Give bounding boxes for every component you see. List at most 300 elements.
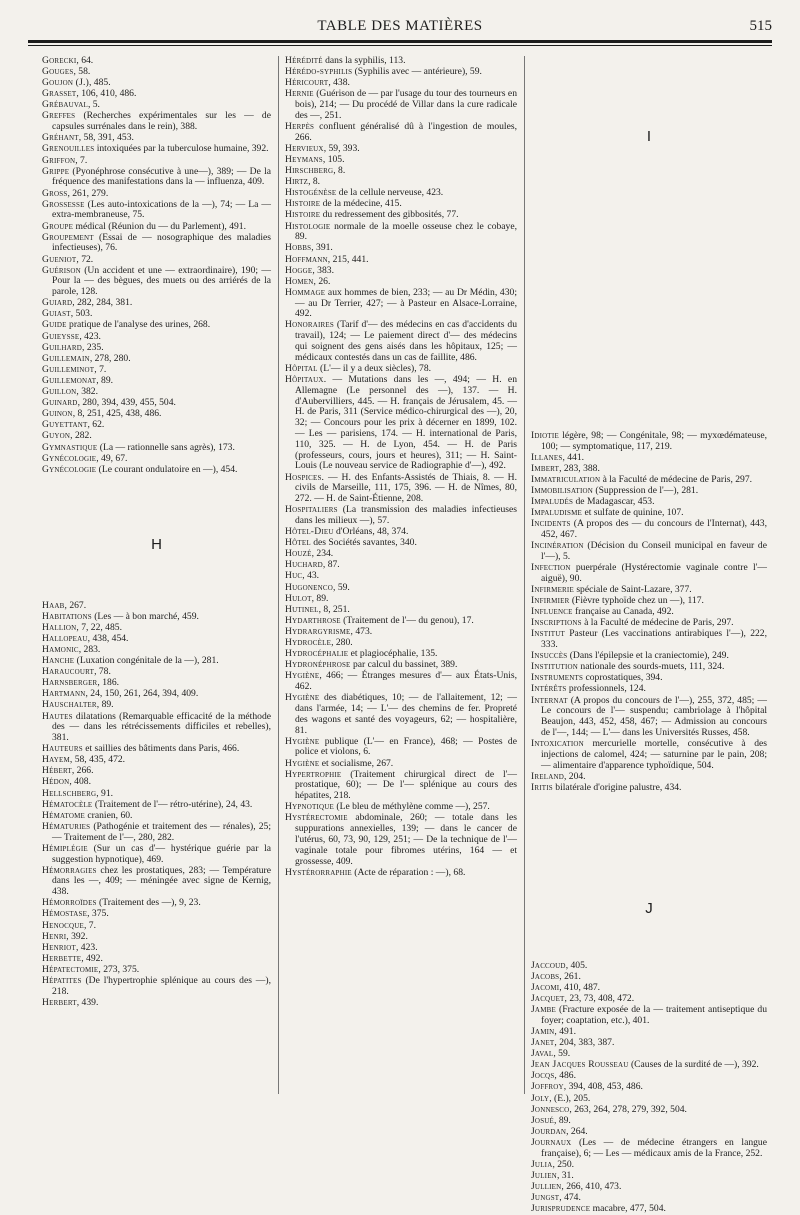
entry-references: , 283. xyxy=(78,643,101,655)
entry-headword: Groupement xyxy=(42,231,94,243)
entry-headword: Gross xyxy=(42,187,68,199)
entry-references: bilatérale d'origine palustre, 434. xyxy=(552,781,682,793)
entry-references: d'Orléans, 48, 374. xyxy=(333,526,409,538)
entry-references: , 8. xyxy=(333,165,346,177)
entry-headword: Hugonenco xyxy=(285,581,334,593)
page-header xyxy=(28,14,772,40)
entry-headword: Joly xyxy=(531,1092,550,1104)
entry-headword: Guillon xyxy=(42,386,77,398)
entry-headword: Jourdan xyxy=(531,1125,567,1137)
index-entry xyxy=(285,122,517,144)
entry-headword: Jungst xyxy=(531,1192,560,1204)
index-entry xyxy=(42,233,271,255)
column-separator-1 xyxy=(278,56,279,1094)
entry-references: (Traitement de l'— rétro-utérine), 24, 43. xyxy=(92,798,253,810)
entry-headword: Herpès xyxy=(285,120,315,132)
entry-headword: Hygiène xyxy=(285,692,320,704)
entry-headword: Javal xyxy=(531,1048,554,1060)
entry-references: , 204, 383, 387. xyxy=(554,1037,615,1049)
entry-headword: Hôpital xyxy=(285,362,318,374)
entry-references: , 282, 284, 381. xyxy=(72,297,133,309)
entry-headword: Guillemonat xyxy=(42,374,97,386)
entry-headword: Hoffmann xyxy=(285,253,328,265)
entry-references: , 492. xyxy=(81,952,103,964)
entry-references: , 503. xyxy=(70,308,93,320)
entry-headword: Hydrocéphalie xyxy=(285,648,349,660)
entry-references: , 261, 279. xyxy=(67,187,109,199)
entry-references: , 383. xyxy=(312,264,334,276)
entries-i xyxy=(531,431,767,794)
entry-headword: Infection xyxy=(531,562,571,574)
entry-references: (Fracture exposée de la — traitement antiseptique du foyer; coaptation, etc.), 401. xyxy=(541,1004,767,1026)
entry-headword: Gréhant xyxy=(42,132,79,144)
entry-references: (Syphilis avec — antérieure), 59. xyxy=(352,66,482,78)
entry-headword: Groupe xyxy=(42,220,74,232)
entry-references: (Tarif d'— des médecins en cas d'accidents du travail), 124; — Le paiement direct d'— des médecins qui soignent des gens aisés dans les hôpitaux, 125; — médicaux contestés dans un cas de faillite, 486. xyxy=(295,319,517,363)
entry-references: , 423. xyxy=(79,330,101,342)
index-entry xyxy=(531,739,767,771)
entry-headword: Henriot xyxy=(42,941,76,953)
entry-headword: Guinon xyxy=(42,408,73,420)
entry-headword: Guiast xyxy=(42,308,71,320)
entry-headword: Histologie xyxy=(285,220,331,232)
entry-headword: Hypnotique xyxy=(285,801,334,813)
entry-references: , 273, 375. xyxy=(98,963,140,975)
entry-references: , 64. xyxy=(76,55,94,66)
entry-headword: Grébauval xyxy=(42,99,88,111)
entry-headword: Impaludisme xyxy=(531,507,583,519)
entry-headword: Internat xyxy=(531,694,568,706)
entry-references: professionnels, 124. xyxy=(566,683,646,695)
entry-headword: Hogge xyxy=(285,264,313,276)
index-entry xyxy=(42,200,271,222)
entry-references: confluent généralisé dû à l'ingestion de moules, 266. xyxy=(295,120,517,143)
index-entry xyxy=(531,696,767,739)
entries-h-continued xyxy=(285,56,517,879)
index-entry xyxy=(285,288,517,320)
entry-headword: Hérédo-syphilis xyxy=(285,66,353,78)
entry-headword: Hellschberg xyxy=(42,787,97,799)
entry-headword: Hématocèle xyxy=(42,798,93,810)
entry-references: par calcul du bassinet, 389. xyxy=(350,659,458,671)
entry-references: , 394, 408, 453, 486. xyxy=(563,1081,643,1093)
index-entry xyxy=(42,822,271,844)
entry-references: , 283, 388. xyxy=(559,462,600,474)
index-entry xyxy=(42,111,271,133)
entry-headword: Hanche xyxy=(42,655,75,667)
entry-references: dans la syphilis, 113. xyxy=(322,55,406,66)
entry-references: puerpérale (Hystérectomie vaginale contre l'— aiguë), 90. xyxy=(541,562,767,584)
entry-references: , 91. xyxy=(96,787,114,799)
entry-headword: Hépatites xyxy=(42,974,82,986)
entry-headword: Hartmann xyxy=(42,688,86,700)
entry-headword: Jaccoud xyxy=(531,959,566,971)
entry-headword: Hauschalter xyxy=(42,699,97,711)
entry-references: (La — rationnelle sans agrès), 173. xyxy=(97,441,235,453)
entry-references: (Les — de médecine étrangers en langue française), 6; — Les — médicaux amis de la France, 252. xyxy=(541,1136,767,1159)
entry-headword: Immobilisation xyxy=(531,484,593,496)
entry-references: de Madagascar, 453. xyxy=(573,496,655,508)
entry-headword: Jamin xyxy=(531,1025,555,1037)
index-entry xyxy=(285,375,517,472)
entry-headword: Julia xyxy=(531,1158,553,1170)
entry-references: abdominale, 260; — totale dans les suppurations annexielles, 139; — dans le cancer de l'utérus, 60, 73, 90, 129, 251; — De la technique de l'— vaginale totale pour fibromes utérins, 164 — et grossesse, 409. xyxy=(295,812,517,867)
entry-headword: Histoire xyxy=(285,198,321,210)
entry-references: (Essai de — nosographique des maladies infectieuses), 76. xyxy=(52,231,271,254)
entry-references: dilatations (Remarquable efficacité de la méthode des — dans les rétrécissements difficiles et rebelles), 381. xyxy=(52,710,271,744)
entry-headword: Guillemain xyxy=(42,352,90,364)
entry-references: cranien, 60. xyxy=(85,809,133,821)
entry-references: pratique de l'analyse des urines, 268. xyxy=(66,319,211,331)
entry-headword: Harnsberger xyxy=(42,677,98,689)
header-rule-thin xyxy=(28,45,772,46)
index-entry xyxy=(285,473,517,505)
entry-references: spéciale de Saint-Lazare, 377. xyxy=(573,583,692,595)
entry-references: (Sur un cas d'— hystérique guérie par la suggestion hypnotique), 469. xyxy=(52,842,271,865)
entry-references: et sulfate de quinine, 107. xyxy=(582,507,684,519)
header-rule-thick xyxy=(28,40,772,43)
entry-references: publique (L'— en France), 468; — Postes de police et violons, 6. xyxy=(295,735,517,758)
entry-headword: Jean Jacques Rousseau xyxy=(531,1059,629,1071)
entry-headword: Haab xyxy=(42,599,65,611)
index-entry xyxy=(285,693,517,736)
entry-references: , 438. xyxy=(328,77,350,89)
entry-headword: Guilleminot xyxy=(42,363,95,375)
entry-headword: Hautes xyxy=(42,710,73,722)
entry-headword: Hygiène xyxy=(285,735,320,747)
entry-references: , 408. xyxy=(69,776,91,788)
entry-headword: Guilhard xyxy=(42,341,83,353)
entry-references: nationale des sourds-muets, 111, 324. xyxy=(578,661,725,673)
entry-references: , 266, 410, 473. xyxy=(561,1181,622,1192)
entry-headword: Hémorragies xyxy=(42,864,97,876)
entry-headword: Jambe xyxy=(531,1004,556,1016)
entry-headword: Henri xyxy=(42,930,67,942)
index-entry xyxy=(285,222,517,244)
entry-references: intoxiquées par la tuberculose humaine, 392. xyxy=(94,143,269,155)
index-entry xyxy=(42,465,271,476)
index-entry xyxy=(285,737,517,759)
entry-headword: Imbert xyxy=(531,462,560,474)
entry-headword: Impaludés xyxy=(531,496,574,508)
running-title: TABLE DES MATIÈRES xyxy=(317,18,483,34)
entry-headword: Huc xyxy=(285,570,303,582)
entry-references: (Pyonéphrose consécutive à une—), 389; — De la fréquence des manifestations dans la — influenza, 409. xyxy=(52,165,271,188)
entry-references: (La transmission des maladies infectieuses dans les milieux —), 57. xyxy=(295,504,517,526)
entry-headword: Gynécologie xyxy=(42,452,97,464)
entry-references: légère, 98; — Congénitale, 98; — myxœdémateuse, 100; — symptomatique, 117, 219. xyxy=(541,429,767,452)
index-entry xyxy=(285,505,517,527)
entry-headword: Huchard xyxy=(285,559,323,571)
entry-references: , 375. xyxy=(87,908,109,920)
entry-headword: Hamonic xyxy=(42,643,79,655)
entry-headword: Honoraires xyxy=(285,319,334,331)
index-column-1 xyxy=(42,56,271,1104)
entry-headword: Julien xyxy=(531,1169,557,1181)
entry-headword: Gymnastique xyxy=(42,441,98,453)
entry-references: , 235. xyxy=(82,341,104,353)
entry-headword: Heymans xyxy=(285,153,323,165)
entry-references: , 105. xyxy=(322,153,345,165)
section-letter-j: J xyxy=(645,899,653,917)
entry-headword: Infirmier xyxy=(531,595,570,607)
entry-references: , 59. xyxy=(333,581,350,593)
index-entry xyxy=(42,712,271,744)
entry-headword: Guieysse xyxy=(42,330,80,342)
entry-headword: Hérédité xyxy=(285,55,323,66)
entry-references: , 234. xyxy=(311,548,334,560)
index-entry xyxy=(42,167,271,189)
entry-references: , 89. xyxy=(311,592,329,604)
entry-headword: Intoxication xyxy=(531,738,584,750)
entry-references: , 7. xyxy=(83,919,96,931)
index-column-3 xyxy=(531,56,767,1215)
entry-references: de la médecine, 415. xyxy=(320,198,402,210)
section-spacer xyxy=(531,143,767,431)
section-letter-i: I xyxy=(646,128,652,145)
entry-references: (L'— il y a deux siècles), 78. xyxy=(317,362,432,374)
entry-headword: Hospitaliers xyxy=(285,504,338,516)
entry-references: , 59. xyxy=(553,1048,571,1060)
entry-references: . — H. des Enfants-Assistés de Thiais, 8. — H. civils de Marseille, 111, 175, 396. — H. de Nîmes, 80, 272. — H. de Saint-Étienne, 208. xyxy=(295,471,517,505)
entry-references: , 485. xyxy=(89,77,111,89)
index-entry xyxy=(42,976,271,998)
entry-headword: Griffon xyxy=(42,154,76,166)
entry-headword: Hulot xyxy=(285,592,312,604)
entry-headword: Hallopeau xyxy=(42,632,88,644)
section-spacer xyxy=(531,794,767,904)
entry-references: , 441. xyxy=(562,451,585,463)
entry-headword: Hydrocèle xyxy=(285,637,332,649)
index-entry xyxy=(285,671,517,693)
entry-headword: Grippe xyxy=(42,165,70,177)
entry-references: , 266. xyxy=(71,765,94,777)
entry-headword: Haraucourt xyxy=(42,666,95,678)
entry-references: , (E.), 205. xyxy=(549,1092,591,1104)
entry-headword: Guiard xyxy=(42,297,73,309)
entry-headword: Institut xyxy=(531,628,565,640)
entry-headword: Hayem xyxy=(42,754,70,766)
entry-headword: Hobbs xyxy=(285,242,312,254)
entry-references: , 215, 441. xyxy=(327,253,369,265)
entry-references: à la Faculté de médecine de Paris, 297. xyxy=(600,473,753,485)
entries-g xyxy=(42,56,271,475)
entry-references: (Causes de la surdité de —), 392. xyxy=(628,1059,759,1071)
entry-headword: Gynécologie xyxy=(42,463,97,475)
entry-references: , 438, 454. xyxy=(87,632,129,644)
entry-headword: Janet xyxy=(531,1037,555,1049)
entry-references: et socialisme, 267. xyxy=(319,757,394,769)
entry-headword: Hypertrophie xyxy=(285,768,342,780)
entry-headword: Jonnesco xyxy=(531,1103,570,1115)
entry-references: , 8, 251, 425, 438, 486. xyxy=(72,408,162,420)
entry-headword: Jurisprudence xyxy=(531,1203,591,1215)
section-spacer xyxy=(42,476,271,540)
entry-headword: Institution xyxy=(531,661,578,673)
entry-references: (De l'hypertrophie splénique au cours des —), 218. xyxy=(52,974,271,997)
entry-headword: Hémiplégie xyxy=(42,842,88,854)
entry-references: , 58, 435, 472. xyxy=(69,754,126,766)
entry-headword: Herbette xyxy=(42,952,82,964)
entry-references: (Le courant ondulatoire en —), 454. xyxy=(96,463,238,475)
entry-references: , 250. xyxy=(552,1158,575,1170)
entry-headword: Grossesse xyxy=(42,198,85,210)
entry-references: , 26. xyxy=(313,275,331,287)
entry-references: , 204. xyxy=(563,770,586,782)
entry-references: , 486. xyxy=(554,1070,576,1082)
index-entry xyxy=(531,629,767,651)
entry-references: des diabétiques, 10; — de l'allaitement, 12; — dans l'armée, 14; — L'— des chemins de fer. Propreté des wagons et santé des voyageurs, 62; — hospitalière, 81. xyxy=(295,692,517,736)
entries-j xyxy=(531,961,767,1215)
entry-headword: Hémostase xyxy=(42,908,88,920)
entry-references: , 261. xyxy=(559,970,581,982)
entry-references: , 23, 73, 408, 472. xyxy=(564,993,635,1004)
entry-references: de la cellule nerveuse, 423. xyxy=(336,187,444,199)
entry-references: , 473. xyxy=(350,625,373,637)
index-entry xyxy=(531,1005,767,1027)
entry-headword: Guide xyxy=(42,319,67,331)
entry-headword: Illanes xyxy=(531,451,563,463)
entry-references: (Un accident et une — extraordinaire), 190; — Pour la — des bègues, des muets ou des arriérés de la parole, 128. xyxy=(52,264,271,298)
entry-references: et saillies des bâtiments dans Paris, 466. xyxy=(82,743,240,755)
entry-references: (Pathogénie et traitement des — rénales), 25; — Traitement de l'—, 280, 282. xyxy=(52,820,271,843)
index-column-2 xyxy=(285,56,517,1104)
entry-references: (A propos des — du concours de l'Internat), 443, 452, 467. xyxy=(541,518,767,541)
entry-headword: Insuccès xyxy=(531,650,568,662)
entry-headword: Josué xyxy=(531,1114,555,1126)
entry-references: , 186. xyxy=(97,677,120,689)
entry-headword: Héricourt xyxy=(285,77,329,89)
entry-headword: Habitations xyxy=(42,610,92,622)
section-spacer xyxy=(531,56,767,132)
entry-headword: Guyettant xyxy=(42,419,88,431)
entry-references: , 7. xyxy=(94,363,107,375)
entry-references: , 106, 410, 486. xyxy=(76,88,137,100)
index-entry xyxy=(285,320,517,363)
index-entry xyxy=(42,844,271,866)
entry-headword: Hôtel-Dieu xyxy=(285,526,334,538)
entry-headword: Hémorroïdes xyxy=(42,897,97,909)
index-entry xyxy=(42,866,271,898)
entry-headword: Jocqs xyxy=(531,1070,555,1082)
entry-references: , 7, 22, 485. xyxy=(76,621,122,633)
entry-references: , 87. xyxy=(322,559,340,571)
entry-headword: Hydrargyrisme xyxy=(285,625,351,637)
entry-headword: Guyon xyxy=(42,430,71,442)
entry-references: , 466; — Étranges mesures d'— aux États-Unis, 462. xyxy=(295,670,517,693)
entry-references: , 392. xyxy=(66,930,88,942)
entry-references: , 89. xyxy=(554,1114,571,1126)
entry-references: , 59, 393. xyxy=(323,142,360,154)
entry-references: française au Canada, 492. xyxy=(572,606,674,618)
index-entry xyxy=(531,519,767,541)
entry-references: , 263, 264, 278, 279, 392, 504. xyxy=(569,1103,687,1115)
entry-references: , 78. xyxy=(94,666,111,678)
entry-headword: Immatriculation xyxy=(531,473,601,485)
entry-headword: Guérison xyxy=(42,264,81,276)
index-entry xyxy=(531,431,767,453)
entry-headword: Instruments xyxy=(531,672,584,684)
index-entry xyxy=(285,813,517,867)
entry-headword: Hygiène xyxy=(285,670,320,682)
entry-references: (Fièvre typhoïde chez un —), 117. xyxy=(569,595,704,607)
index-entry xyxy=(531,1138,767,1160)
section-spacer xyxy=(531,915,767,961)
entry-headword: Iritis xyxy=(531,781,553,793)
entry-headword: Idiotie xyxy=(531,429,559,441)
entry-references: (Les auto-intoxications de la —), 74; — La — extra-membraneuse, 75. xyxy=(52,198,271,221)
index-entry xyxy=(285,560,517,571)
entry-references: (Suppression de l'—), 281. xyxy=(593,484,699,496)
entry-references: , 62. xyxy=(87,419,105,431)
entry-references: (A propos du concours de l'—), 255, 372, 485; — Le concours de l'— suspendu; cambriolage à l'hôpital Beaujon, 443, 452, 458, 467; — Admission au concours de l'—, 144; — L'— dans les Universités Russes, 458. xyxy=(541,694,767,738)
entry-headword: Herbert xyxy=(42,996,77,1008)
entry-headword: Influence xyxy=(531,606,573,618)
entry-references: , 423. xyxy=(76,941,98,953)
entry-headword: Gouges xyxy=(42,66,74,78)
entry-headword: Histoire xyxy=(285,209,321,221)
entry-headword: Histogénèse xyxy=(285,187,337,199)
entry-references: coprostatiques, 394. xyxy=(583,672,663,684)
entry-references: à la Faculté de médecine de Paris, 297. xyxy=(581,617,734,629)
entry-headword: Houzé xyxy=(285,548,312,560)
entry-references: , 7. xyxy=(75,154,88,166)
entry-headword: Guinard xyxy=(42,397,78,409)
entry-headword: Hutinel xyxy=(285,603,319,615)
entry-references: , 89. xyxy=(96,699,114,711)
entry-headword: Hallion xyxy=(42,621,77,633)
entry-headword: Grenouilles xyxy=(42,143,95,155)
entry-references: (Luxation congénitale de la —), 281. xyxy=(74,655,219,667)
entry-references: , 439. xyxy=(76,996,99,1008)
index-entry xyxy=(285,770,517,802)
column-separator-2 xyxy=(524,56,525,1094)
entry-references: (Le bleu de méthylène comme —), 257. xyxy=(333,801,490,813)
entry-headword: Joffroy xyxy=(531,1081,564,1093)
entry-headword: Hirtz xyxy=(285,176,309,188)
entry-references: et plagiocéphalie, 135. xyxy=(348,648,438,660)
index-entry xyxy=(531,1204,767,1215)
entry-references: (Décision du Conseil municipal en faveur de l'—), 5. xyxy=(541,540,767,562)
entry-references: (Traitement chirurgical direct de l'— prostatique, 60); — De l'— splénique au cours des hépatites, 218. xyxy=(295,768,517,802)
entry-headword: Jacomi xyxy=(531,981,560,993)
entry-references: , 8, 251. xyxy=(318,603,350,615)
entry-headword: Hernie xyxy=(285,88,314,100)
entry-references: , 89. xyxy=(96,374,114,386)
entry-references: des Sociétés savantes, 340. xyxy=(310,537,417,549)
entry-references: , 31. xyxy=(556,1169,574,1181)
entry-references: , 58. xyxy=(73,66,91,78)
entry-headword: Hébert xyxy=(42,765,72,777)
index-entry xyxy=(531,541,767,563)
section-spacer xyxy=(42,551,271,601)
entry-references: . — Mutations dans les —, 494; — H. en Allemagne (Le personnel des —), 137. — H. d'Aubervilliers, 445. — H. français de Jérusalem, 45. — H. de Paris, 311 (Service médico-chirurgical des —), 20, 32; — Concours pour les prix à décerner en 1899, 102. — Les — parisiens, 174. — H. international de Paris, 110, 325. — H. de Lyon, 454. — H. de Paris (professeurs, cours, jours et heures), 311; — H. Saint-Louis (Le nouveau service de Radiographie d'—), 492. xyxy=(295,374,517,472)
entry-references: , 58, 391, 453. xyxy=(78,132,134,144)
entry-references: normale de la moelle osseuse chez le cobaye, 89. xyxy=(295,220,517,243)
entry-references: , 491. xyxy=(554,1025,576,1037)
entry-references: , 24, 150, 261, 264, 394, 409. xyxy=(85,688,199,700)
entry-headword: Homen xyxy=(285,275,314,287)
entry-references: Pasteur (Les vaccinations antirabiques l'—), 222, 333. xyxy=(541,628,767,651)
entry-references: , 474. xyxy=(559,1192,581,1204)
entry-headword: Ireland xyxy=(531,770,564,782)
entry-headword: Infirmerie xyxy=(531,583,574,595)
entry-headword: Henocque xyxy=(42,919,84,931)
index-entry xyxy=(42,266,271,298)
entry-references: , 8. xyxy=(308,176,321,188)
entry-headword: Gueniot xyxy=(42,253,77,265)
entry-references: , 72. xyxy=(76,253,94,265)
